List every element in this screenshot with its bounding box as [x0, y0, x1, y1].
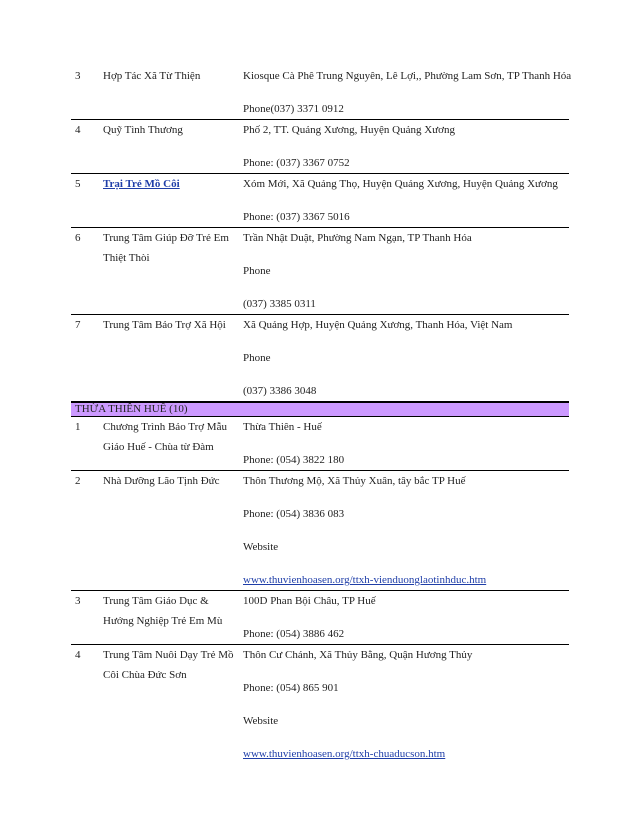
organization-name: Trung Tâm Bảo Trợ Xã Hội	[103, 319, 226, 331]
address-line: Thôn Cư Chánh, Xã Thủy Bằng, Quận Hương Thủy	[243, 649, 473, 661]
table-row	[71, 591, 569, 645]
organization-name: Trung Tâm Nuôi Dạy Trẻ Mồ Côi Chùa Đức Sơn	[103, 649, 234, 681]
address-line: Xã Quảng Hợp, Huyện Quảng Xương, Thanh Hóa, Việt Nam	[243, 319, 513, 331]
row-number: 3	[75, 70, 81, 82]
contact-info	[243, 174, 569, 227]
address-line: Thừa Thiên - Huế	[243, 421, 322, 433]
phone-line: Phone: (054) 3822 180	[243, 454, 345, 466]
organization-name: Quỹ Tình Thương	[103, 124, 183, 136]
contact-info	[243, 66, 571, 119]
phone-line: (037) 3385 0311	[243, 298, 316, 310]
contact-info	[243, 645, 569, 764]
table-row	[71, 645, 569, 764]
table-row	[71, 471, 569, 591]
row-number: 5	[75, 178, 81, 190]
contact-info	[243, 228, 569, 314]
contact-info	[243, 417, 569, 470]
row-number: 6	[75, 232, 81, 244]
row-number: 7	[75, 319, 81, 331]
table-row	[71, 120, 569, 174]
organization-name: Trung Tâm Giúp Đỡ Trẻ Em Thiệt Thòi	[103, 232, 229, 264]
phone-label: Phone	[243, 265, 271, 277]
phone-line: Phone: (054) 3836 083	[243, 508, 345, 520]
phone-line: Phone: (054) 3886 462	[243, 628, 345, 640]
website-link[interactable]: www.thuvienhoasen.org/ttxh-vienduonglaotinhduc.htm	[243, 574, 487, 586]
address-line: Kiosque Cà Phê Trung Nguyên, Lê Lợi,, Phường Lam Sơn, TP Thanh Hóa	[243, 70, 572, 82]
phone-line: Phone(037) 3371 0912	[243, 103, 344, 115]
phone-line: (037) 3386 3048	[243, 385, 317, 397]
organization-name: Nhà Dưỡng Lão Tịnh Đức	[103, 475, 220, 487]
website-link[interactable]: www.thuvienhoasen.org/ttxh-chuaducson.htm	[243, 748, 446, 760]
table-row	[71, 66, 572, 120]
organization-link[interactable]: Trại Trẻ Mồ Côi	[103, 178, 180, 190]
address-line: Phố 2, TT. Quảng Xương, Huyện Quảng Xương	[243, 124, 455, 136]
phone-label: Phone	[243, 352, 271, 364]
contact-info	[243, 120, 569, 173]
contact-info	[243, 471, 569, 590]
phone-line: Phone: (037) 3367 5016	[243, 211, 350, 223]
contact-info	[243, 315, 569, 401]
phone-line: Phone: (037) 3367 0752	[243, 157, 350, 169]
phone-line: Phone: (054) 865 901	[243, 682, 339, 694]
organization-name	[103, 174, 243, 227]
table-row	[71, 315, 569, 402]
row-number: 4	[75, 124, 81, 136]
address-line: 100D Phan Bội Châu, TP Huế	[243, 595, 376, 607]
table-row	[71, 174, 569, 228]
website-line	[243, 570, 569, 590]
row-number: 1	[75, 421, 81, 433]
organization-name: Chương Trình Bảo Trợ Mẫu Giáo Huế - Chùa từ Đàm	[103, 421, 227, 453]
table-row	[71, 228, 569, 315]
section-header: THỪA THIÊN HUẾ (10)	[71, 402, 569, 417]
row-number: 3	[75, 595, 81, 607]
website-label: Website	[243, 715, 279, 727]
address-line: Thôn Thương Mộ, Xã Thủy Xuân, tây bắc TP Huế	[243, 475, 466, 487]
website-label: Website	[243, 541, 279, 553]
address-line: Trần Nhật Duật, Phường Nam Ngạn, TP Thanh Hóa	[243, 232, 472, 244]
table-row	[71, 417, 569, 471]
website-line	[243, 744, 569, 764]
document-table	[71, 66, 572, 764]
row-number: 4	[75, 649, 81, 661]
organization-name: Hợp Tác Xã Từ Thiện	[103, 70, 201, 82]
address-line: Xóm Mới, Xã Quảng Thọ, Huyện Quảng Xương, Huyện Quảng Xương	[243, 178, 558, 190]
row-number: 2	[75, 475, 81, 487]
contact-info	[243, 591, 569, 644]
organization-name: Trung Tâm Giáo Dục & Hướng Nghiệp Trẻ Em Mù	[103, 595, 223, 627]
